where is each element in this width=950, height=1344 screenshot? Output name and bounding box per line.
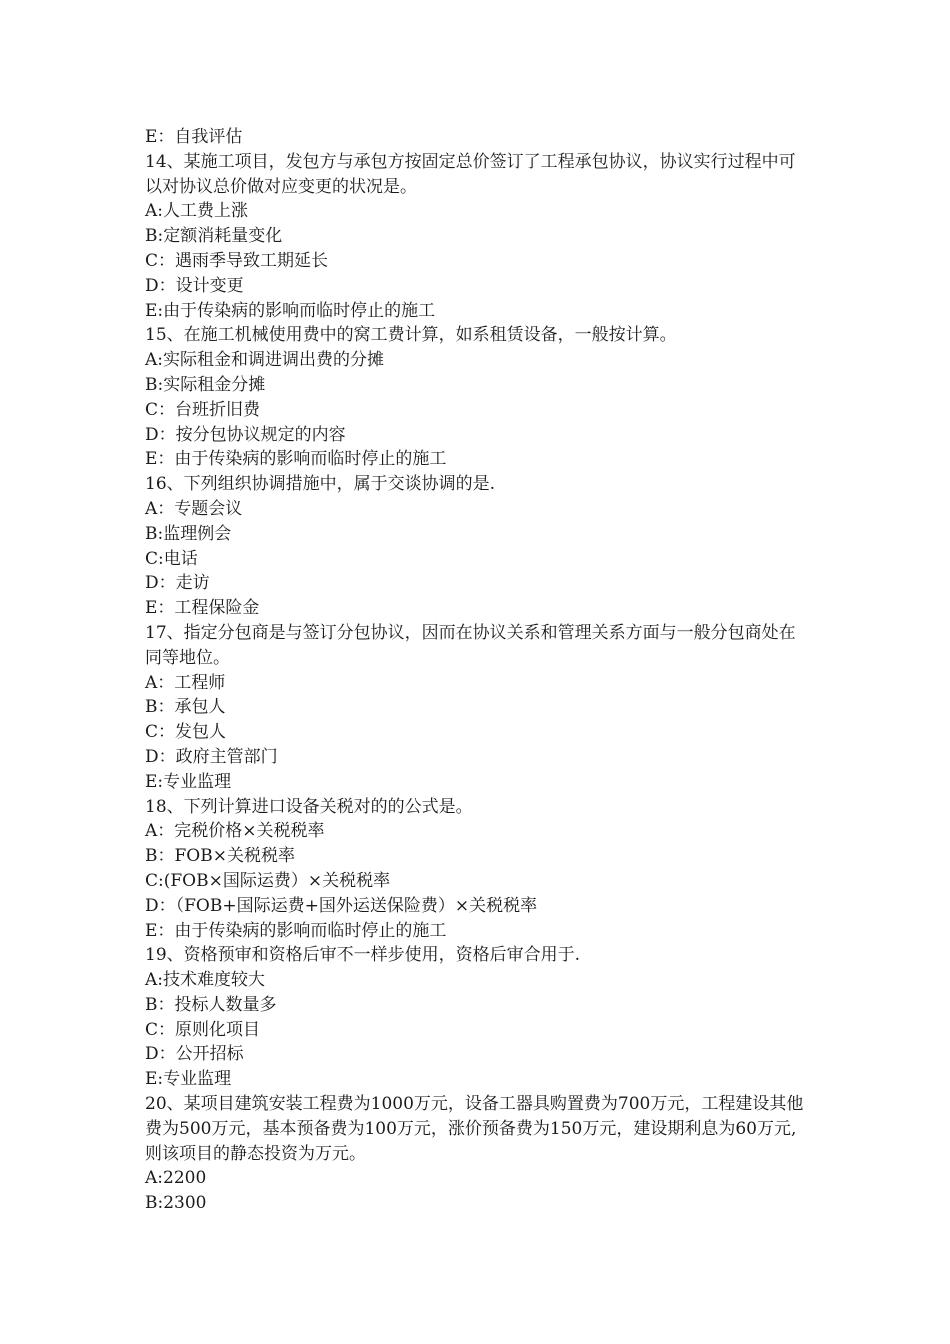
option-line: A：专题会议 xyxy=(145,498,243,519)
question-14: 14、某施工项目，发包方与承包方按固定总价签订了工程承包协议，协议实行过程中可以对协议总价做对应变更的状况是。 xyxy=(145,151,796,197)
option-line: D：政府主管部门 xyxy=(145,746,278,767)
option-line: D：公开招标 xyxy=(145,1044,244,1065)
option-line: E：由于传染病的影响而临时停止的施工 xyxy=(145,449,447,470)
option-line: A：完税价格×关税税率 xyxy=(145,821,325,842)
option-line: E：自我评估 xyxy=(145,127,243,147)
question-17: 17、指定分包商是与签订分包协议，因而在协议关系和管理关系方面与一般分包商处在同等地位。 xyxy=(145,622,796,668)
option-line: C：遇雨季导致工期延长 xyxy=(145,250,329,271)
option-line: C：原则化项目 xyxy=(145,1019,261,1040)
question-20: 20、某项目建筑安装工程费为1000万元，设备工器具购置费为700万元，工程建设其他费为500万元，基本预备费为100万元，涨价预备费为150万元，建设期利息为60万元,则该项目的静态投资为万元。 xyxy=(145,1094,804,1164)
option-line: E：工程保险金 xyxy=(145,598,260,619)
option-line: E:专业监理 xyxy=(145,1069,232,1090)
option-line: B:定额消耗量变化 xyxy=(145,226,283,247)
option-line: A:人工费上涨 xyxy=(145,201,249,222)
option-line: A:2200 xyxy=(145,1168,207,1189)
question-16: 16、下列组织协调措施中，属于交谈协调的是. xyxy=(145,474,496,495)
option-line: B:实际租金分摊 xyxy=(145,374,266,395)
question-19: 19、资格预审和资格后审不一样步使用，资格后审合用于. xyxy=(145,945,581,966)
option-line: C：台班折旧费 xyxy=(145,399,261,420)
option-line: B:2300 xyxy=(145,1193,207,1214)
option-line: B：FOB×关税税率 xyxy=(145,846,295,867)
option-line: C:电话 xyxy=(145,548,198,569)
option-line: D：按分包协议规定的内容 xyxy=(145,424,346,445)
document-body xyxy=(145,125,810,1216)
option-line: E:专业监理 xyxy=(145,771,232,792)
option-line: D：设计变更 xyxy=(145,275,244,296)
option-line: B：投标人数量多 xyxy=(145,994,277,1015)
option-line: D：（FOB+国际运费+国外运送保险费）×关税税率 xyxy=(145,895,538,916)
option-line: A：工程师 xyxy=(145,672,226,693)
option-line: D：走访 xyxy=(145,573,210,594)
option-line: C:(FOB×国际运费）×关税税率 xyxy=(145,870,391,891)
option-line: B:监理例会 xyxy=(145,523,232,544)
option-line: C：发包人 xyxy=(145,722,227,743)
question-18: 18、下列计算进口设备关税对的的公式是。 xyxy=(145,796,473,817)
question-15: 15、在施工机械使用费中的窝工费计算，如系租赁设备，一般按计算。 xyxy=(145,325,677,346)
option-line: A:实际租金和调进调出费的分摊 xyxy=(145,350,385,371)
option-line: E:由于传染病的影响而临时停止的施工 xyxy=(145,300,436,321)
option-line: E：由于传染病的影响而临时停止的施工 xyxy=(145,920,447,941)
option-line: B：承包人 xyxy=(145,697,226,718)
option-line: A:技术难度较大 xyxy=(145,970,266,991)
